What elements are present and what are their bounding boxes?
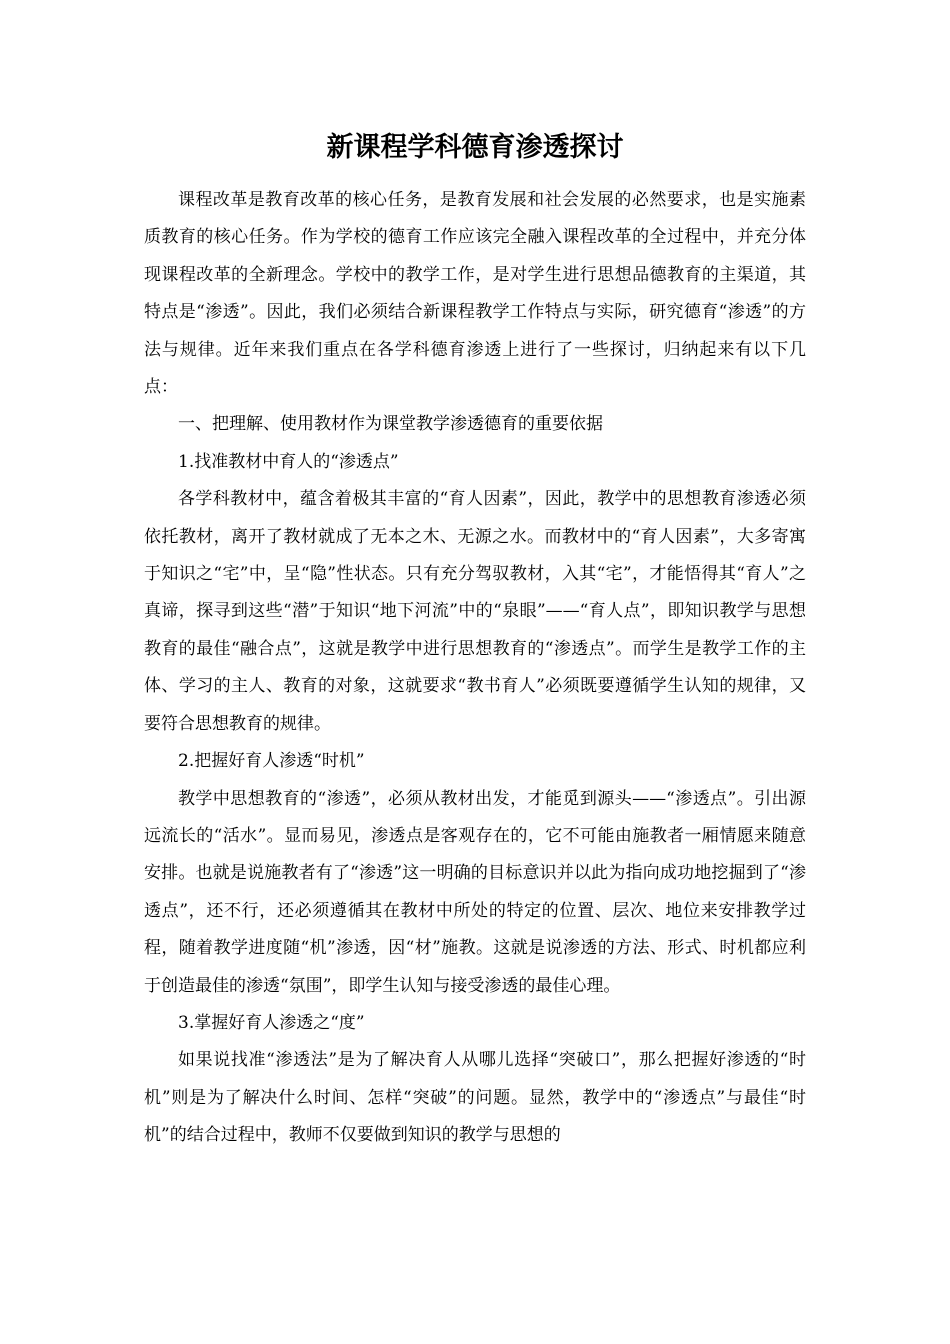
paragraph-1: 各学科教材中，蕴含着极其丰富的“育人因素”，因此，教学中的思想教育渗透必须依托教材，离开了教材就成了无本之木、无源之水。而教材中的“育人因素”，大多寄寓于知识之“宅”中，呈“隐”性状态。只有充分驾驭教材，入其“宅”，才能悟得其“育人”之真谛，探寻到这些“潜”于知识“地下河流”中的“泉眼”——“育人点”，即知识教学与思想教育的最佳“融合点”，这就是教学中进行思想教育的“渗透点”。而学生是教学工作的主体、学习的主人、教育的对象，这就要求“教书育人”必须既要遵循学生认知的规律，又要符合思想教育的规律。 — [144, 489, 806, 734]
subheading-3: 3.掌握好育人渗透之“度” — [178, 1012, 365, 1033]
section-heading-1: 一、把理解、使用教材作为课堂教学渗透德育的重要依据 — [178, 414, 603, 435]
paragraph-2: 教学中思想教育的“渗透”，必须从教材出发，才能觅到源头——“渗透点”。引出源远流长的“活水”。显而易见，渗透点是客观存在的，它不可能由施教者一厢情愿来随意安排。也就是说施教者有了“渗透”这一明确的目标意识并以此为指向成功地挖掘到了“渗透点”，还不行，还必须遵循其在教材中所处的特定的位置、层次、地位来安排教学过程，随着教学进度随“机”渗透，因“材”施教。这就是说渗透的方法、形式、时机都应利于创造最佳的渗透“氛围”，即学生认知与接受渗透的最佳心理。 — [144, 788, 806, 996]
page-title: 新课程学科德育渗透探讨 — [326, 132, 624, 163]
subheading-1: 1.找准教材中育人的“渗透点” — [178, 451, 399, 472]
document-body — [144, 182, 806, 1155]
subheading-2: 2.把握好育人渗透“时机” — [178, 751, 365, 772]
paragraph-3: 如果说找准“渗透法”是为了解决育人从哪儿选择“突破口”，那么把握好渗透的“时机”则是为了解决什么时间、怎样“突破”的问题。显然，教学中的“渗透点”与最佳“时机”的结合过程中，教师不仅要做到知识的教学与思想的 — [144, 1050, 806, 1146]
paragraph-intro: 课程改革是教育改革的核心任务，是教育发展和社会发展的必然要求，也是实施素质教育的核心任务。作为学校的德育工作应该完全融入课程改革的全过程中，并充分体现课程改革的全新理念。学校中的教学工作，是对学生进行思想品德教育的主渠道，其特点是“渗透”。因此，我们必须结合新课程教学工作特点与实际，研究德育“渗透”的方法与规律。近年来我们重点在各学科德育渗透上进行了一些探讨，归纳起来有以下几点： — [144, 190, 806, 398]
